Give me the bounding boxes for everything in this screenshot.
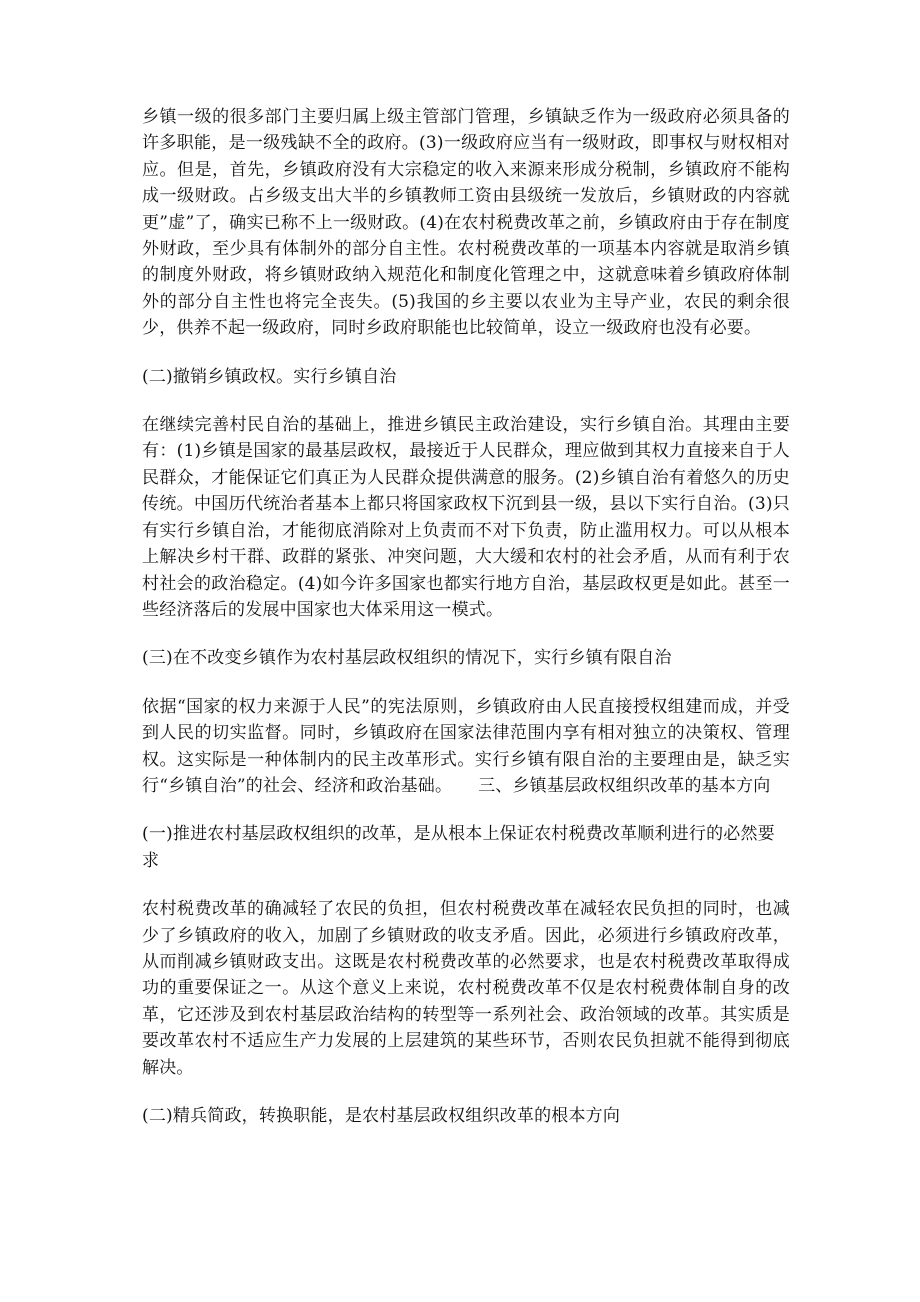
heading-promote-reform: (一)推进农村基层政权组织的改革，是从根本上保证农村税费改革顺利进行的必然要求 <box>142 824 775 871</box>
document-body <box>142 104 790 1129</box>
paragraph-township-finance: 乡镇一级的很多部门主要归属上级主管部门管理，乡镇缺乏作为一级政府必须具备的许多职能，是一级残缺不全的政府。(3)一级政府应当有一级财政，即事权与财权相对应。但是，首先，乡镇政府没有大宗稳定的收入来源来形成分税制，乡镇政府不能构成一级财政。占乡级支出大半的乡镇教师工资由县级统一发放后，乡镇财政的内容就更”虚”了，确实已称不上一级财政。(4)在农村税费改革之前，乡镇政府由于存在制度外财政，至少具有体制外的部分自主性。农村税费改革的一项基本内容就是取消乡镇的制度外财政，将乡镇财政纳入规范化和制度化管理之中，这就意味着乡镇政府体制外的部分自主性也将完全丧失。(5)我国的乡主要以农业为主导产业，农民的剩余很少，供养不起一级政府，同时乡政府职能也比较简单，设立一级政府也没有必要。 <box>142 107 790 339</box>
heading-limited-autonomy: (三)在不改变乡镇作为农村基层政权组织的情况下，实行乡镇有限自治 <box>142 648 672 669</box>
paragraph-township-autonomy: 在继续完善村民自治的基础上，推进乡镇民主政治建设，实行乡镇自治。其理由主要有：(1)乡镇是国家的最基层政权，最接近于人民群众，理应做到其权力直接来自于人民群众，才能保证它们真正为人民群众提供满意的服务。(2)乡镇自治有着悠久的历史传统。中国历代统治者基本上都只将国家政权下沉到县一级，县以下实行自治。(3)只有实行乡镇自治，才能彻底消除对上负责而不对下负责，防止滥用权力。可以从根本上解决乡村干群、政群的紧张、冲突问题，大大缓和农村的社会矛盾，从而有利于农村社会的政治稳定。(4)如今许多国家也都实行地方自治，基层政权更是如此。甚至一些经济落后的发展中国家也大体采用这一模式。 <box>142 415 790 620</box>
heading-abolish-township-regime: (二)撤销乡镇政权。实行乡镇自治 <box>142 366 397 387</box>
heading-streamline-administration: (二)精兵简政，转换职能，是农村基层政权组织改革的根本方向 <box>142 1106 621 1126</box>
paragraph-constitutional-principle: 依据“国家的权力来源于人民”的宪法原则，乡镇政府由人民直接授权组建而成，并受到人民的切实监督。同时，乡镇政府在国家法律范围内享有相对独立的决策权、管理权。这实际是一种体制内的民主改革形式。实行乡镇有限自治的主要理由是，缺乏实行“乡镇自治”的社会、经济和政治基础。 三、乡镇基层政权组织改革的基本方向 <box>142 696 790 796</box>
paragraph-tax-fee-reform: 农村税费改革的确减轻了农民的负担，但农村税费改革在减轻农民负担的同时，也减少了乡镇政府的收入，加剧了乡镇财政的收支矛盾。因此，必须进行乡镇政府改革，从而削减乡镇财政支出。这既是农村税费改革的必然要求，也是农村税费改革取得成功的重要保证之一。从这个意义上来说，农村税费改革不仅是农村税费体制自身的改革，它还涉及到农村基层政治结构的转型等一系列社会、政治领域的改革。其实质是要改革农村不适应生产力发展的上层建筑的某些环节，否则农民负担就不能得到彻底解决。 <box>142 899 790 1078</box>
